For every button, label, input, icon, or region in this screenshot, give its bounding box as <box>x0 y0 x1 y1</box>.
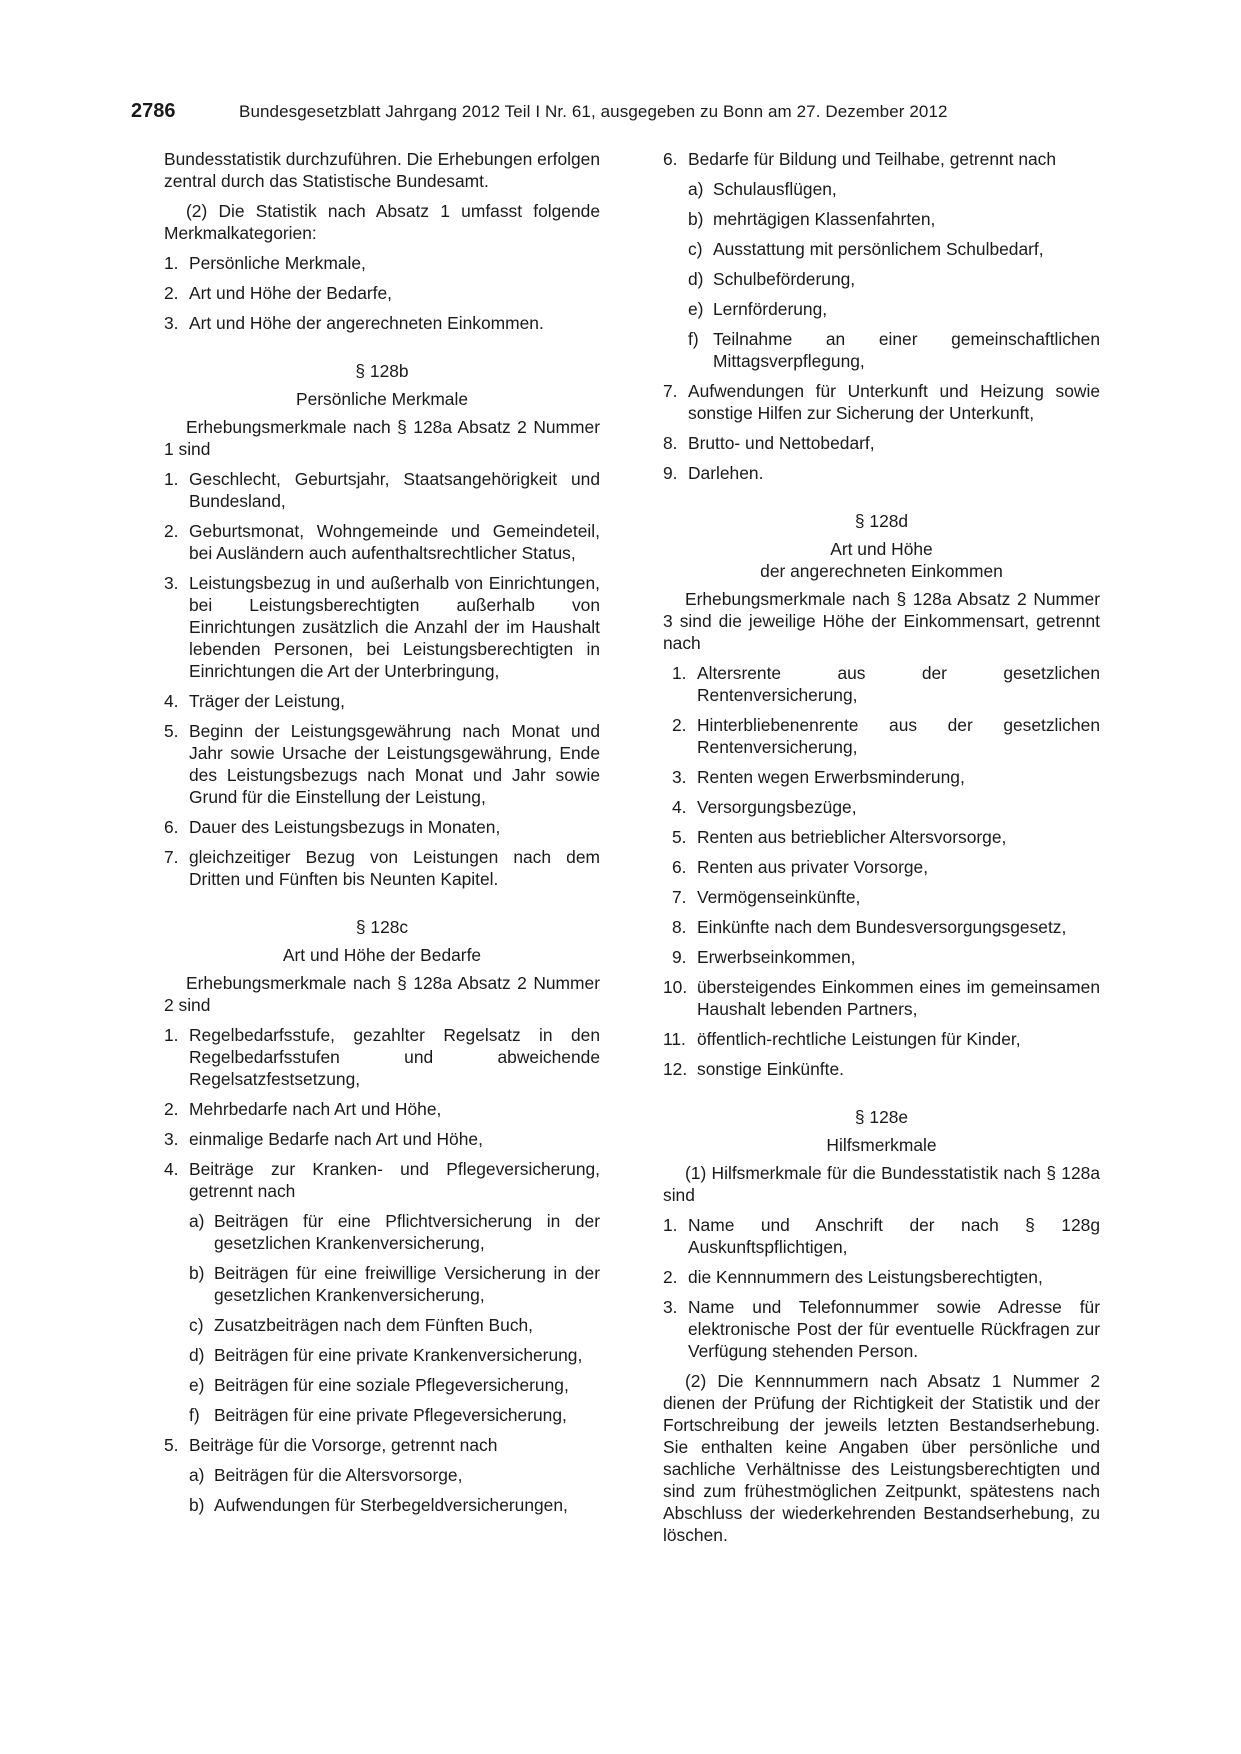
list-item: 2. Mehrbedarfe nach Art und Höhe, <box>164 1099 442 1119</box>
absatz-2-paragraph: (2) Die Statistik nach Absatz 1 umfasst folgende Merkmalkategorien: <box>164 201 600 243</box>
sub-list-item: c) Ausstattung mit persönlichem Schulbedarf, <box>688 239 1044 259</box>
sub-list-item: d) Beiträgen für eine private Krankenversicherung, <box>189 1345 583 1365</box>
list-item: 4. Träger der Leistung, <box>164 691 345 711</box>
list-item: 8. Einkünfte nach dem Bundesversorgungsgesetz, <box>672 917 1067 937</box>
sub-list-item: a) Beiträgen für die Altersvorsorge, <box>189 1465 463 1485</box>
section-title-128e: Hilfsmerkmale <box>826 1135 937 1155</box>
sub-list-item: a) Schulausflügen, <box>688 179 837 199</box>
intro-paragraph: Bundesstatistik durchzuführen. Die Erhebungen erfolgen zentral durch das Statistische Bundesamt. <box>164 149 601 191</box>
list-item: 5. Beiträge für die Vorsorge, getrennt nach <box>164 1435 498 1455</box>
list-item: 11. öffentlich-rechtliche Leistungen für Kinder, <box>663 1029 1021 1049</box>
section-128d-list <box>663 662 1100 1080</box>
list-item: 7. gleichzeitiger Bezug von Leistungen nach dem Dritten und Fünften bis Neunten Kapitel. <box>164 847 600 889</box>
list-item: 7. Vermögenseinkünfte, <box>672 887 861 907</box>
section-128e-absatz-1: (1) Hilfsmerkmale für die Bundesstatistik nach § 128a sind <box>663 1163 1100 1205</box>
section-number-128b: § 128b <box>355 361 409 381</box>
list-item: 9. Darlehen. <box>663 463 764 483</box>
sub-list-item: b) Aufwendungen für Sterbegeldversicherungen, <box>189 1495 568 1515</box>
list-item: 7. Aufwendungen für Unterkunft und Heizung sowie sonstige Hilfen zur Sicherung der Unterkunft, <box>663 381 1100 423</box>
section-title-128c: Art und Höhe der Bedarfe <box>282 945 482 965</box>
section-number-128d: § 128d <box>854 511 909 531</box>
list-item: 5. Beginn der Leistungsgewährung nach Monat und Jahr sowie Ursache der Leistungsgewährung, Ende des Leistungsbezugs nach Monat und Jahr sowie Grund für die Einstellung der Leistung, <box>164 721 600 807</box>
section-title-128d-line2: der angerechneten Einkommen <box>760 561 1003 581</box>
list-item: 2. Art und Höhe der Bedarfe, <box>164 283 393 303</box>
list-item: 6. Dauer des Leistungsbezugs in Monaten, <box>164 817 501 837</box>
right-column <box>663 148 1100 1554</box>
sub-list-item: c) Zusatzbeiträgen nach dem Fünften Buch, <box>189 1315 534 1335</box>
sub-list-item: f) Teilnahme an einer gemeinschaftlichen Mittagsverpflegung, <box>688 329 1100 371</box>
section-128c-list <box>164 1024 600 1516</box>
list-item: 4. Beiträge zur Kranken- und Pflegeversicherung, getrennt nach <box>164 1159 600 1201</box>
list-item: 2. Hinterbliebenenrente aus der gesetzlichen Rentenversicherung, <box>672 715 1100 757</box>
list-item: 3. einmalige Bedarfe nach Art und Höhe, <box>164 1129 483 1149</box>
section-128b-intro: Erhebungsmerkmale nach § 128a Absatz 2 Nummer 1 sind <box>164 417 600 459</box>
section-128d-intro: Erhebungsmerkmale nach § 128a Absatz 2 Nummer 3 sind die jeweilige Höhe der Einkommensart, getrennt nach <box>663 589 1100 653</box>
sub-list-item: b) Beiträgen für eine freiwillige Versicherung in der gesetzlichen Krankenversicherung, <box>189 1263 600 1305</box>
sub-list-item: d) Schulbeförderung, <box>688 269 856 289</box>
list-item: 3. Leistungsbezug in und außerhalb von Einrichtungen, bei Leistungsberechtigten außerhalb von Einrichtungen zusätzlich die Anzahl der im Haushalt lebenden Personen, bei Leistungsberechtigten in Einrichtungen die Art der Unterbringung, <box>164 573 600 681</box>
list-item: 3. Name und Telefonnummer sowie Adresse für elektronische Post der für eventuelle Rückfragen zur Verfügung stehenden Person. <box>663 1297 1100 1361</box>
list-item: 1. Persönliche Merkmale, <box>164 253 366 273</box>
section-128b-list <box>164 468 600 890</box>
sub-list-item: f) Beiträgen für eine private Pflegeversicherung, <box>189 1405 567 1425</box>
sub-list-item: e) Lernförderung, <box>688 299 828 319</box>
sub-list-item: a) Beiträgen für eine Pflichtversicherung in der gesetzlichen Krankenversicherung, <box>189 1211 600 1253</box>
list-item: 1. Regelbedarfsstufe, gezahlter Regelsatz in den Regelbedarfsstufen und abweichende Regelsatzfestsetzung, <box>164 1025 600 1089</box>
list-item: 8. Brutto- und Nettobedarf, <box>663 433 875 453</box>
list-item: 1. Geschlecht, Geburtsjahr, Staatsangehörigkeit und Bundesland, <box>164 469 600 511</box>
list-item: 12. sonstige Einkünfte. <box>663 1059 844 1079</box>
absatz-2-list <box>164 252 600 334</box>
list-item: 1. Altersrente aus der gesetzlichen Rentenversicherung, <box>672 663 1100 705</box>
sub-list-item: e) Beiträgen für eine soziale Pflegeversicherung, <box>189 1375 569 1395</box>
section-128e-absatz-2: (2) Die Kennnummern nach Absatz 1 Nummer 2 dienen der Prüfung der Richtigkeit der Statistik und der Fortschreibung der jeweils letzten Bestandserhebung. Sie enthalten keine Angaben über persönliche und sachliche Verhältnisse des Leistungsberechtigten und sind zum frühestmöglichen Zeitpunkt, spätestens nach Abschluss der wiederkehrenden Bestandserhebung, zu löschen. <box>663 1371 1100 1545</box>
list-item: 6. Bedarfe für Bildung und Teilhabe, getrennt nach <box>663 149 1057 169</box>
page-number: 2786 <box>131 100 176 122</box>
section-128e-list <box>663 1214 1100 1362</box>
sub-list-item: b) mehrtägigen Klassenfahrten, <box>688 209 936 229</box>
list-item: 5. Renten aus betrieblicher Altersvorsorge, <box>672 827 1007 847</box>
list-item: 10. übersteigendes Einkommen eines im gemeinsamen Haushalt lebenden Partners, <box>663 977 1100 1019</box>
page-header <box>131 100 1001 130</box>
list-item: 6. Renten aus privater Vorsorge, <box>672 857 929 877</box>
section-128c-intro: Erhebungsmerkmale nach § 128a Absatz 2 Nummer 2 sind <box>164 973 600 1015</box>
section-number-128e: § 128e <box>854 1107 909 1127</box>
section-number-128c: § 128c <box>355 917 409 937</box>
list-item: 2. die Kennnummern des Leistungsberechtigten, <box>663 1267 1043 1287</box>
list-item: 9. Erwerbseinkommen, <box>672 947 856 967</box>
list-item: 3. Art und Höhe der angerechneten Einkommen. <box>164 313 544 333</box>
list-item: 1. Name und Anschrift der nach § 128g Auskunftspflichtigen, <box>663 1215 1100 1257</box>
list-item: 3. Renten wegen Erwerbsminderung, <box>672 767 965 787</box>
section-title-128b: Persönliche Merkmale <box>295 389 469 409</box>
section-128c-list-continued <box>663 148 1100 484</box>
left-column <box>164 148 600 1524</box>
list-item: 4. Versorgungsbezüge, <box>672 797 857 817</box>
running-head: Bundesgesetzblatt Jahrgang 2012 Teil I Nr. 61, ausgegeben zu Bonn am 27. Dezember 2012 <box>239 102 948 121</box>
list-item: 2. Geburtsmonat, Wohngemeinde und Gemeindeteil, bei Ausländern auch aufenthaltsrechtlicher Status, <box>164 521 600 563</box>
section-title-128d-line1: Art und Höhe <box>830 539 933 559</box>
